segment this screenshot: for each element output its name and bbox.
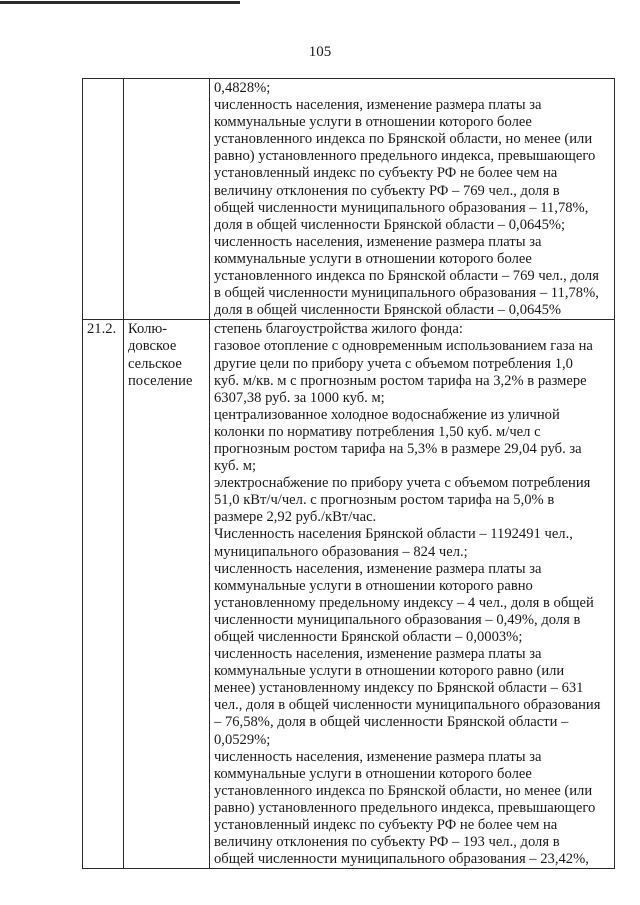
description-line: численности муниципального образования – 0,49%, доля в (214, 611, 581, 628)
document-table (82, 78, 615, 869)
description-line: Численность населения Брянской области – 1192491 чел., (214, 526, 573, 543)
description-line: 0,4828%; (214, 80, 271, 96)
settlement-name-cell (124, 79, 210, 320)
settlement-name-line: Колю- (128, 321, 168, 338)
description-line: прогнозным ростом тарифа на 5,3% в размере 29,04 руб. за (214, 440, 582, 457)
description-line: муниципального образования – 824 чел.; (214, 543, 468, 560)
settlement-name-line: поселение (128, 372, 193, 389)
description-line: 0,0529%; (214, 731, 271, 748)
table-row (83, 320, 615, 869)
description-cell (210, 320, 615, 869)
top-rule (0, 1, 240, 4)
description-line: установленному предельному индексу – 4 чел., доля в общей (214, 594, 594, 611)
description-line: размере 2,92 руб./кВт/час. (214, 509, 377, 526)
description-line: другие цели по прибору учета с объемом потребления 1,0 (214, 355, 573, 372)
row-number-cell (83, 79, 124, 320)
description-line: доля в общей численности Брянской области – 0,0645%; (214, 216, 566, 233)
description-line: коммунальные услуги в отношении которого более (214, 114, 532, 131)
description-line: куб. м/кв. м с прогнозным ростом тарифа на 3,2% в размере (214, 372, 587, 389)
settlement-name-cell (124, 320, 210, 869)
description-line: численность населения, изменение размера платы за (214, 748, 542, 765)
description-line: колонки по нормативу потребления 1,50 куб. м/чел с (214, 423, 541, 440)
page-number: 105 (308, 44, 332, 60)
description-line: установленного индекса по Брянской области – 769 чел., доля (214, 268, 599, 285)
description-line: централизованное холодное водоснабжение из уличной (214, 406, 560, 423)
settlement-name-line: сельское (128, 355, 182, 372)
description-line: установленного индекса по Брянской области, но менее (или (214, 782, 593, 799)
description-line: коммунальные услуги в отношении которого более (214, 765, 532, 782)
description-line: общей численности муниципального образования – 11,78%, (214, 199, 589, 216)
description-line: установленный индекс по субъекту РФ не более чем на (214, 817, 558, 834)
description-line: равно) установленного предельного индекса, превышающего (214, 148, 596, 165)
row-number-cell (83, 320, 124, 869)
description-line: коммунальные услуги в отношении которого равно (214, 577, 533, 594)
description-line: в общей численности муниципального образования – 11,78%, (214, 285, 599, 302)
description-line: электроснабжение по прибору учета с объемом потребления (214, 475, 591, 492)
description-line: коммунальные услуги в отношении которого равно (или (214, 663, 565, 680)
description-line: численность населения, изменение размера платы за (214, 646, 542, 663)
description-line: величину отклонения по субъекту РФ – 193 чел., доля в (214, 834, 560, 851)
description-line: численность населения, изменение размера платы за (214, 560, 542, 577)
settlement-name-line: довское (128, 338, 177, 355)
description-line: 6307,38 руб. за 1000 куб. м; (214, 389, 385, 406)
description-line: величину отклонения по субъекту РФ – 769 чел., доля в (214, 182, 560, 199)
description-line: доля в общей численности Брянской области – 0,0645% (214, 302, 562, 319)
description-line: общей численности муниципального образования – 23,42%, (214, 851, 589, 868)
description-line: газовое отопление с одновременным использованием газа на (214, 338, 593, 355)
description-line: установленного индекса по Брянской области, но менее (или (214, 131, 593, 148)
description-line: установленный индекс по субъекту РФ не более чем на (214, 165, 558, 182)
table-row (83, 79, 615, 320)
description-line: численность населения, изменение размера платы за (214, 97, 542, 114)
description-cell (210, 79, 615, 320)
description-line: – 76,58%, доля в общей численности Брянской области – (214, 714, 569, 731)
description-line: равно) установленного предельного индекса, превышающего (214, 799, 596, 816)
description-line: 51,0 кВт/ч/чел. с прогнозным ростом тарифа на 5,0% в (214, 492, 555, 509)
description-line: куб. м; (214, 458, 256, 475)
table-body (83, 79, 615, 869)
row-number: 21.2. (87, 321, 117, 338)
description-line: чел., доля в общей численности муниципального образования (214, 697, 601, 714)
description-line: численность населения, изменение размера платы за (214, 233, 542, 250)
description-line: степень благоустройства жилого фонда: (214, 321, 463, 338)
description-line: менее) установленному индексу по Брянской области – 631 (214, 680, 584, 697)
description-line: общей численности Брянской области – 0,0003%; (214, 629, 523, 645)
description-line: коммунальные услуги в отношении которого более (214, 250, 532, 267)
